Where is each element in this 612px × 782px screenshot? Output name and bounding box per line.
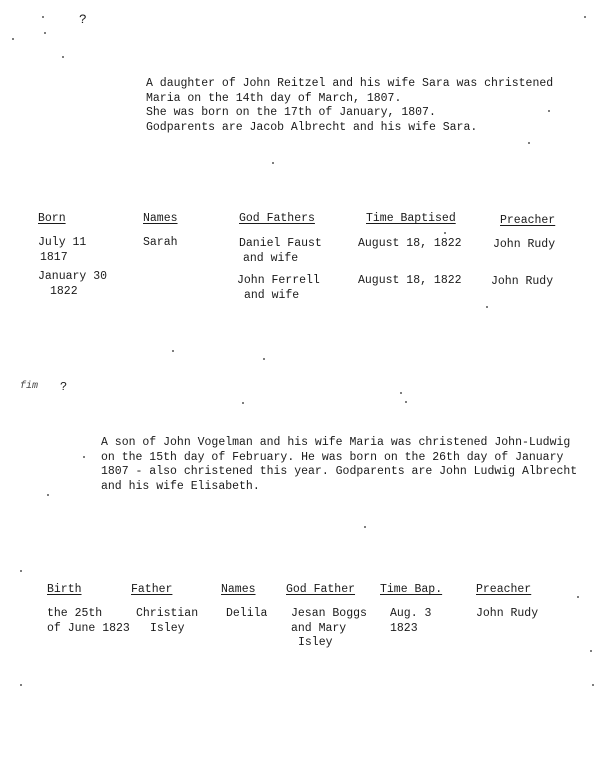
- scan-speck: [405, 401, 407, 403]
- record-1-line: A daughter of John Reitzel and his wife Sara was christened: [146, 77, 554, 90]
- table-1-row-2-preacher: John Rudy: [491, 275, 554, 288]
- born-year: 1817: [40, 250, 68, 264]
- scan-speck: [548, 110, 550, 112]
- table-2-header-preacher: Preacher: [476, 583, 532, 596]
- table-1-header-born: Born: [38, 212, 66, 225]
- born-year: 1822: [50, 284, 78, 298]
- top-question-mark: ?: [79, 12, 87, 27]
- table-1-header-god-fathers: God Fathers: [239, 212, 315, 225]
- godfather-line: Daniel Faust: [239, 237, 322, 250]
- table-1-header-names: Names: [143, 212, 178, 225]
- godfather-line: John Ferrell: [237, 274, 320, 287]
- scan-speck: [584, 16, 586, 18]
- table-2-row-preacher: John Rudy: [476, 607, 539, 620]
- table-2-header-time-bap: Time Bap.: [380, 583, 443, 596]
- record-1-line: Godparents are Jacob Albrecht and his wife Sara.: [146, 120, 478, 134]
- table-2-row-birth: [47, 607, 130, 636]
- scan-speck: [263, 358, 265, 360]
- scan-speck: [172, 350, 174, 352]
- table-1-row-1-time: August 18, 1822: [358, 237, 462, 250]
- table-2-header-names: Names: [221, 583, 256, 596]
- scan-speck: [444, 232, 446, 234]
- middle-question-mark: ?: [60, 380, 68, 394]
- birth-line: of June 1823: [47, 621, 130, 635]
- table-1-row-1-godfathers: [239, 237, 322, 266]
- table-2-header-birth: Birth: [47, 583, 82, 596]
- scan-speck: [83, 456, 85, 458]
- record-2-line: 1807 - also christened this year. Godparents are John Ludwig Albrecht: [101, 465, 578, 478]
- born-date: January 30: [38, 270, 108, 283]
- table-1-row-1-name: Sarah: [143, 236, 178, 249]
- table-2-header-father: Father: [131, 583, 173, 596]
- scan-speck: [242, 402, 244, 404]
- table-1-header-preacher: Preacher: [500, 214, 556, 227]
- scan-speck: [400, 392, 402, 394]
- record-2-line: and his wife Elisabeth.: [101, 479, 260, 493]
- record-2-paragraph: [101, 436, 577, 494]
- record-2-line: A son of John Vogelman and his wife Maria was christened John-Ludwig: [101, 436, 571, 449]
- scan-speck: [590, 650, 592, 652]
- table-1-row-2-born: [38, 270, 107, 299]
- scan-speck: [20, 684, 22, 686]
- record-1-line: She was born on the 17th of January, 1807.: [146, 106, 436, 119]
- scan-speck: [592, 684, 594, 686]
- scan-speck: [44, 32, 46, 34]
- record-2-line: on the 15th day of February. He was born on the 26th day of January: [101, 450, 564, 464]
- time-line: 1823: [390, 621, 418, 635]
- table-1-header-time-baptised: Time Baptised: [366, 212, 456, 225]
- scribble-mark: fim: [20, 381, 39, 392]
- time-line: Aug. 3: [390, 607, 432, 620]
- table-2-row-father: [136, 607, 198, 636]
- scan-speck: [42, 16, 44, 18]
- scan-speck: [486, 306, 488, 308]
- scan-speck: [47, 494, 49, 496]
- father-line: Isley: [150, 621, 185, 635]
- birth-line: the 25th: [47, 607, 103, 620]
- scan-speck: [12, 38, 14, 40]
- born-date: July 11: [38, 236, 87, 249]
- table-1-row-2-time: August 18, 1822: [358, 274, 462, 287]
- father-line: Christian: [136, 607, 199, 620]
- table-1-row-2-godfathers: [237, 274, 320, 303]
- scan-speck: [528, 142, 530, 144]
- godfather-line: Jesan Boggs: [291, 607, 367, 620]
- table-1-row-1-born: [38, 236, 86, 265]
- godfather-line: and wife: [244, 288, 300, 302]
- table-2-header-god-father: God Father: [286, 583, 356, 596]
- scan-speck: [20, 570, 22, 572]
- record-1-line: Maria on the 14th day of March, 1807.: [146, 91, 402, 105]
- record-1-paragraph: [146, 77, 553, 135]
- table-2-row-godfather: [291, 607, 367, 651]
- godfather-line: Isley: [298, 636, 333, 649]
- table-2-row-name: Delila: [226, 607, 268, 620]
- scan-speck: [272, 162, 274, 164]
- scan-speck: [364, 526, 366, 528]
- godfather-line: and wife: [243, 251, 299, 265]
- table-1-row-1-preacher: John Rudy: [493, 238, 556, 251]
- scan-speck: [62, 56, 64, 58]
- godfather-line: and Mary: [291, 621, 347, 635]
- table-2-row-time: [390, 607, 431, 636]
- scan-speck: [577, 596, 579, 598]
